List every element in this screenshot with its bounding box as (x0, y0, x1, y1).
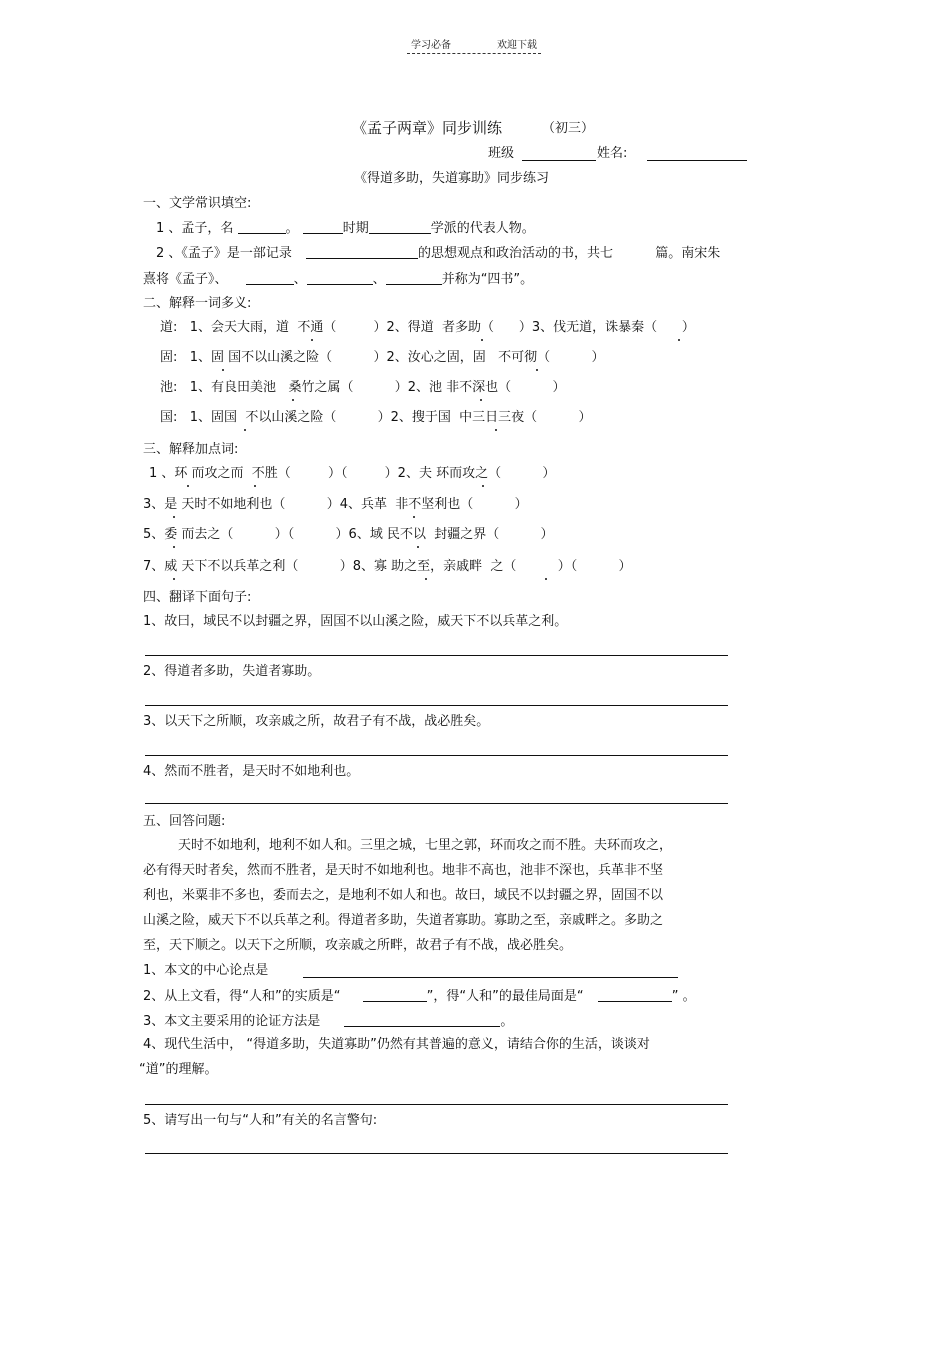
header-divider (407, 53, 541, 54)
passage-line: 至，天下顺之。以天下之所顺，攻亲戚之所畔，故君子有不战，战必胜矣。 (143, 938, 573, 953)
s5-q2: 2、从上文看，得“人和”的实质是“ ”，得“人和”的最佳局面是“ ” 。 (143, 989, 696, 1004)
passage-line: 必有得天时者矣，然而不胜者，是天时不如地利也。地非不高也，池非不深也，兵革非不坚 (143, 863, 664, 878)
s3-l1: 1 、环 而攻之而 不胜（ ）（ ）2、夫 环而攻之（ ） (149, 466, 556, 481)
section2-heading: 二、解释一词多义: (143, 296, 252, 311)
name-blank[interactable] (647, 147, 747, 161)
emphasis-dot (244, 429, 246, 431)
s1-q2-blank1[interactable] (306, 245, 418, 259)
emphasis-dot (173, 546, 175, 548)
emphasis-dot (481, 339, 483, 341)
s1-q2b: 熹将《孟子》、 、 、 并称为“四书”。 (143, 272, 534, 287)
s5-q3-blank[interactable] (344, 1013, 500, 1027)
emphasis-dot (173, 578, 175, 580)
emphasis-dot (482, 485, 484, 487)
s4-q1: 1、故曰，域民不以封疆之界，固国不以山溪之险，威天下不以兵革之利。 (143, 614, 568, 629)
s1-q2: 2 、《孟子》是一部记录 的思想观点和政治活动的书，共七 篇。南宋朱 (156, 246, 721, 261)
s5-q1-blank[interactable] (303, 964, 678, 978)
s1-q2-blank3[interactable] (307, 271, 373, 285)
s1-q2-blank4[interactable] (386, 271, 442, 285)
answer-line[interactable] (145, 1153, 728, 1154)
header-left: 学习必备 (411, 40, 451, 51)
s2-chi: 池: 1、有良田美池 桑竹之属（ ）2、池 非不深也（ ） (160, 380, 566, 395)
s2-guo: 国: 1、固国 不以山溪之险（ ）2、搜于国 中三日三夜（ ） (160, 410, 592, 425)
class-blank[interactable] (522, 147, 596, 161)
s4-q4: 4、然而不胜者，是天时不如地利也。 (143, 764, 360, 779)
subtitle: 《得道多助，失道寡助》同步练习 (354, 171, 550, 186)
s5-q5: 5、请写出一句与“人和”有关的名言警句: (143, 1113, 378, 1128)
s4-q2: 2、得道者多助，失道者寡助。 (143, 664, 321, 679)
s3-l2: 3、是 天时不如地利也（ ）4、兵革 非不坚利也（ ） (143, 497, 528, 512)
s1-q1-blank2[interactable] (303, 220, 343, 234)
section3-heading: 三、解释加点词: (143, 442, 239, 457)
grade-label: （初三） (542, 121, 595, 136)
emphasis-dot (173, 516, 175, 518)
s1-q1-blank1[interactable] (238, 220, 286, 234)
s5-q1: 1、本文的中心论点是 (143, 963, 269, 978)
answer-line[interactable] (145, 803, 728, 804)
s5-q2-blank1[interactable] (363, 988, 427, 1002)
class-label: 班级 (488, 146, 515, 161)
s2-gu: 固: 1、固 国不以山溪之险（ ）2、汝心之固，固 不可彻（ ） (160, 350, 605, 365)
s5-q4: 4、现代生活中， “得道多助，失道寡助”仍然有其普遍的意义，请结合你的生活，谈谈对 (143, 1037, 650, 1052)
emphasis-dot (545, 578, 547, 580)
s1-q2-blank2[interactable] (246, 271, 294, 285)
emphasis-dot (254, 485, 256, 487)
answer-line[interactable] (145, 705, 728, 706)
s2-dao: 道: 1、会天大雨，道 不通（ ）2、得道 者多助（ ）3、伐无道，诛暴秦（ ） (160, 320, 695, 335)
section5-heading: 五、回答问题: (143, 814, 226, 829)
s1-q1: 1 、孟子，名 。 时期 学派的代表人物。 (156, 221, 535, 236)
emphasis-dot (417, 546, 419, 548)
emphasis-dot (187, 485, 189, 487)
emphasis-dot (413, 516, 415, 518)
emphasis-dot (536, 369, 538, 371)
emphasis-dot (480, 399, 482, 401)
emphasis-dot (425, 578, 427, 580)
s4-q3: 3、以天下之所顺，攻亲戚之所，故君子有不战，战必胜矣。 (143, 714, 490, 729)
answer-line[interactable] (145, 1104, 728, 1105)
section4-heading: 四、翻译下面句子: (143, 590, 252, 605)
emphasis-dot (222, 369, 224, 371)
s1-q1-blank3[interactable] (369, 220, 431, 234)
answer-line[interactable] (145, 755, 728, 756)
emphasis-dot (292, 399, 294, 401)
s5-q4-cont: “道”的理解。 (139, 1062, 218, 1077)
section1-heading: 一、文学常识填空: (143, 196, 252, 211)
emphasis-dot (495, 429, 497, 431)
emphasis-dot (678, 339, 680, 341)
s3-l3: 5、委 而去之（ ）（ ）6、域 民不以 封疆之界（ ） (143, 527, 554, 542)
s5-q2-blank2[interactable] (598, 988, 672, 1002)
s5-q3: 3、本文主要采用的论证方法是 。 (143, 1014, 514, 1029)
passage-line: 天时不如地利，地利不如人和。三里之城，七里之郭，环而攻之而不胜。夫环而攻之， (178, 838, 673, 853)
header-right: 欢迎下载 (497, 40, 537, 51)
answer-line[interactable] (145, 655, 728, 656)
name-label: 姓名: (597, 146, 628, 161)
emphasis-dot (311, 339, 313, 341)
passage-line: 山溪之险，威天下不以兵革之利。得道者多助，失道者寡助。寡助之至，亲戚畔之。多助之 (143, 913, 664, 928)
page-title: 《孟子两章》同步训练 (352, 119, 503, 137)
s3-l4: 7、威 天下不以兵革之利（ ）8、寡 助之至，亲戚畔 之（ ）（ ） (143, 559, 632, 574)
passage-line: 利也，米粟非不多也，委而去之，是地利不如人和也。故曰，域民不以封疆之界，固国不以 (143, 888, 664, 903)
